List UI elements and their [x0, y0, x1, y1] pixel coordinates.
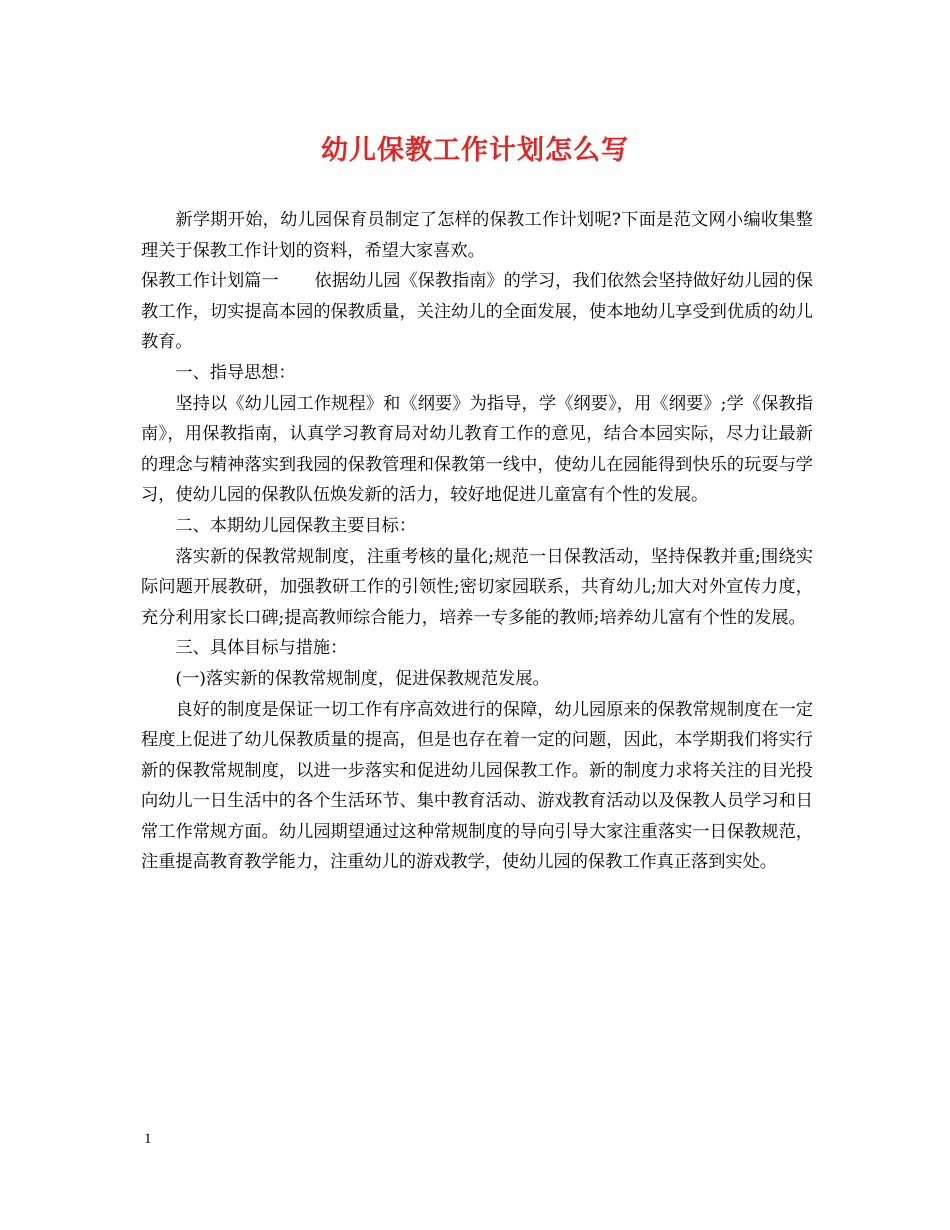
document-body [141, 205, 813, 878]
heading-guiding-thought: 一、指导思想： [175, 362, 296, 383]
heading-specific-measures: 三、具体目标与措施： [175, 638, 348, 659]
subheading-routine-system: (一)落实新的保教常规制度，促进保教规范发展。 [175, 668, 550, 689]
paragraph-guiding-thought: 坚持以《幼儿园工作规程》和《纲要》为指导，学《纲要》，用《纲要》;学《保教指南》，用保教指南，认真学习教育局对幼儿教育工作的意见，结合本园实际，尽力让最新的理念与精神落实到我园的保教管理和保教第一线中，使幼儿在园能得到快乐的玩耍与学习，使幼儿园的保教队伍焕发新的活力，较好地促进儿童富有个性的发展。 [141, 393, 813, 506]
page-number: 1 [144, 1131, 152, 1147]
document-title: 幼儿保教工作计划怎么写 [321, 135, 629, 166]
intro-paragraph: 新学期开始，幼儿园保育员制定了怎样的保教工作计划呢?下面是范文网小编收集整理关于保教工作计划的资料，希望大家喜欢。 [141, 210, 813, 261]
paragraph-routine-system: 良好的制度是保证一切工作有序高效进行的保障，幼儿园原来的保教常规制度在一定程度上促进了幼儿保教质量的提高，但是也存在着一定的问题，因此，本学期我们将实行新的保教常规制度，以进一步落实和促进幼儿园保教工作。新的制度力求将关注的目光投向幼儿一日生活中的各个生活环节、集中教育活动、游戏教育活动以及保教人员学习和日常工作常规方面。幼儿园期望通过这种常规制度的导向引导大家注重落实一日保教规范，注重提高教育教学能力，注重幼儿的游戏教学，使幼儿园的保教工作真正落到实处。 [141, 699, 813, 873]
section-label: 保教工作计划篇一 [141, 271, 279, 292]
section-text: 依据幼儿园《保教指南》的学习，我们依然会坚持做好幼儿园的保教工作，切实提高本园的保教质量，关注幼儿的全面发展，使本地幼儿享受到优质的幼儿教育。 [141, 271, 813, 353]
section-paragraph [141, 266, 813, 358]
paragraph-main-goals: 落实新的保教常规制度，注重考核的量化;规范一日保教活动，坚持保教并重;围绕实际问题开展教研，加强教研工作的引领性;密切家园联系，共育幼儿;加大对外宣传力度，充分利用家长口碑;提高教师综合能力，培养一专多能的教师;培养幼儿富有个性的发展。 [141, 546, 813, 628]
heading-main-goals: 二、本期幼儿园保教主要目标： [175, 515, 417, 536]
